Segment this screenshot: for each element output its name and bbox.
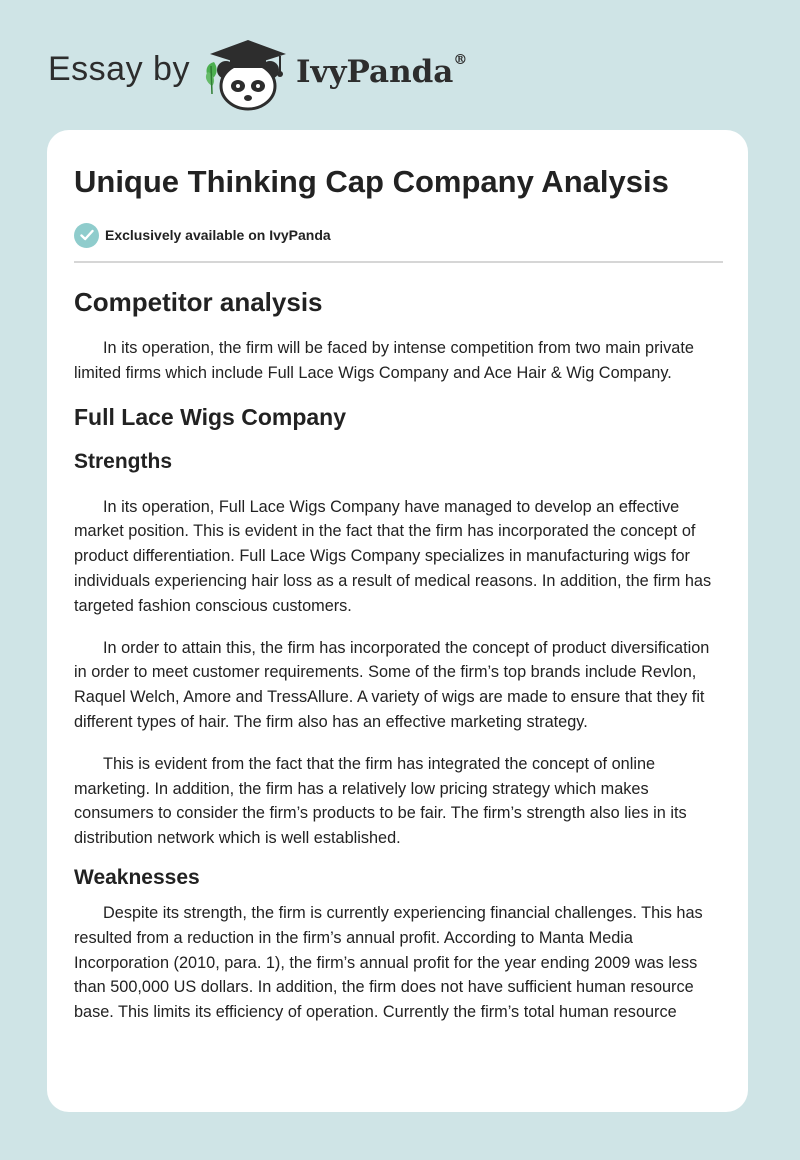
- paragraph-strengths-3: This is evident from the fact that the firm has integrated the concept of online marketing. In addition, the firm has a relatively low pricing strategy which makes consumers to consider the firm’s products to be fair. The firm’s strength also lies in its distribution network which is well established.: [74, 754, 687, 848]
- essay-by-label: Essay by: [48, 50, 190, 88]
- subheading-weaknesses: Weaknesses: [74, 865, 200, 889]
- registered-mark: ®: [453, 52, 468, 68]
- check-icon: [74, 223, 99, 248]
- panda-graduation-cap-icon: [200, 36, 296, 112]
- paragraph-strengths-2: In order to attain this, the firm has incorporated the concept of product diversification in order to meet customer requirements. Some of the firm’s top brands include Revlon, Raquel Welch, Amore and TressAllure. A variety of wigs are made to ensure that they fit different types of hair. The firm also has an effective marketing strategy.: [74, 638, 710, 731]
- paragraph-strengths-1: In its operation, Full Lace Wigs Company have managed to develop an effective market position. This is evident in the fact that the firm has incorporated the concept of product differentiation. Full Lace Wigs Company specializes in manufacturing wigs for individuals experiencing hair loss as a result of medical reasons. In addition, the firm has targeted fashion conscious customers.: [74, 497, 712, 615]
- section-heading-company: Full Lace Wigs Company: [74, 403, 347, 430]
- brand-name: IvyPanda®: [296, 52, 468, 90]
- paragraph-competitor: In its operation, the firm will be faced by intense competition from two main private limited firms which include Full Lace Wigs Company and Ace Hair & Wig Company.: [74, 339, 694, 382]
- essay-card: [47, 130, 748, 1112]
- subheading-strengths: Strengths: [74, 449, 173, 473]
- title-divider: [74, 261, 723, 263]
- page-title: Unique Thinking Cap Company Analysis: [74, 164, 669, 199]
- paragraph-weaknesses: Despite its strength, the firm is currently experiencing financial challenges. This has resulted from a reduction in the firm’s annual profit. According to Manta Media Incorporation (2010, para. 1), the firm’s annual profit for the year ending 2009 was less than 500,000 US dollars. In addition, the firm does not have sufficient human resource base. This limits its efficiency of operation. Currently the firm’s total human resource: [74, 903, 703, 1022]
- section-heading-competitor-analysis: Competitor analysis: [74, 287, 323, 317]
- exclusive-badge: [74, 222, 331, 248]
- brand-header: [48, 36, 488, 112]
- essay-body: [74, 282, 723, 1025]
- exclusive-label: Exclusively available on IvyPanda: [105, 227, 331, 243]
